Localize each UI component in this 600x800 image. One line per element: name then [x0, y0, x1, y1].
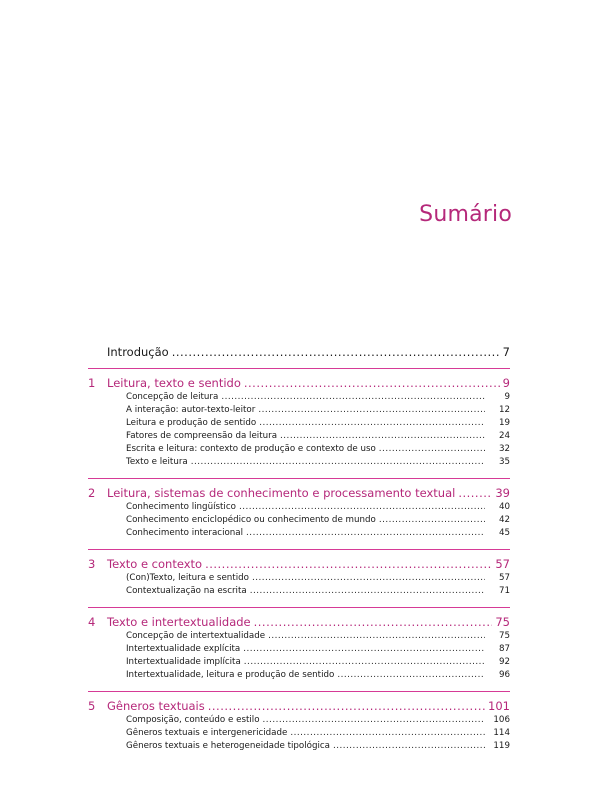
toc-section-entry[interactable]	[126, 644, 510, 657]
toc-chapter-entry[interactable]	[88, 615, 510, 631]
section-page: 35	[498, 457, 510, 467]
section-page: 75	[498, 631, 510, 641]
page-title: Sumário	[419, 202, 512, 227]
toc-section-entry[interactable]	[126, 715, 510, 728]
chapter-number: 1	[88, 376, 96, 390]
toc-section-entry[interactable]	[126, 457, 510, 470]
dot-leader	[458, 486, 492, 500]
chapter-page: 75	[495, 615, 510, 629]
toc-chapter	[88, 607, 510, 688]
dot-leader	[239, 502, 485, 512]
chapter-title: Leitura, sistemas de conhecimento e processamento textual	[107, 486, 456, 500]
dot-leader	[258, 405, 485, 415]
section-page: 114	[493, 728, 510, 738]
section-page: 40	[498, 502, 510, 512]
section-page: 96	[498, 670, 510, 680]
dot-leader	[172, 345, 500, 359]
dot-leader	[221, 392, 485, 402]
section-title: Conhecimento enciclopédico ou conhecimento de mundo	[126, 515, 376, 525]
toc-chapter-entry[interactable]	[88, 699, 510, 715]
dot-leader	[337, 670, 485, 680]
chapter-number: 3	[88, 557, 96, 571]
chapter-page: 57	[495, 557, 510, 571]
section-page: 24	[498, 431, 510, 441]
toc-section-entry[interactable]	[126, 444, 510, 457]
chapter-title: Gêneros textuais	[107, 699, 205, 713]
toc-section-entry[interactable]	[126, 528, 510, 541]
section-list	[88, 573, 510, 604]
dot-leader	[379, 515, 485, 525]
section-page: 92	[498, 657, 510, 667]
toc-intro-label: Introdução	[107, 345, 169, 359]
section-title: Contextualização na escrita	[126, 586, 247, 596]
section-title: Gêneros textuais e heterogeneidade tipológica	[126, 741, 330, 751]
chapter-title: Texto e intertextualidade	[107, 615, 251, 629]
toc-chapter	[88, 478, 510, 546]
chapter-number: 5	[88, 699, 96, 713]
toc-chapter-entry[interactable]	[88, 486, 510, 502]
chapter-number: 2	[88, 486, 96, 500]
section-page: 9	[504, 392, 510, 402]
dot-leader	[208, 699, 485, 713]
section-page: 87	[498, 644, 510, 654]
chapter-page: 39	[495, 486, 510, 500]
section-list	[88, 392, 510, 475]
chapter-list	[88, 368, 510, 759]
chapter-page: 101	[488, 699, 510, 713]
toc-section-entry[interactable]	[126, 670, 510, 683]
toc-section-entry[interactable]	[126, 631, 510, 644]
table-of-contents	[88, 345, 510, 759]
chapter-page: 9	[502, 376, 510, 390]
dot-leader	[246, 528, 485, 538]
section-title: A interação: autor-texto-leitor	[126, 405, 256, 415]
section-page: 42	[498, 515, 510, 525]
toc-chapter	[88, 549, 510, 604]
toc-section-entry[interactable]	[126, 586, 510, 599]
toc-chapter-entry[interactable]	[88, 376, 510, 392]
dot-leader	[252, 573, 485, 583]
dot-leader	[263, 715, 485, 725]
section-page: 119	[493, 741, 510, 751]
chapter-title: Leitura, texto e sentido	[107, 376, 241, 390]
dot-leader	[244, 376, 500, 390]
section-title: Conhecimento lingüístico	[126, 502, 236, 512]
section-title: Intertextualidade explícita	[126, 644, 241, 654]
section-page: 32	[498, 444, 510, 454]
section-page: 106	[493, 715, 510, 725]
dot-leader	[333, 741, 485, 751]
section-page: 71	[498, 586, 510, 596]
toc-section-entry[interactable]	[126, 418, 510, 431]
dot-leader	[250, 586, 485, 596]
dot-leader	[268, 631, 485, 641]
chapter-title: Texto e contexto	[107, 557, 203, 571]
section-title: Conhecimento interacional	[126, 528, 244, 538]
dot-leader	[280, 431, 485, 441]
dot-leader	[254, 615, 493, 629]
section-list	[88, 502, 510, 546]
toc-section-entry[interactable]	[126, 392, 510, 405]
section-page: 45	[498, 528, 510, 538]
toc-chapter	[88, 368, 510, 475]
toc-section-entry[interactable]	[126, 741, 510, 754]
section-title: Intertextualidade, leitura e produção de sentido	[126, 670, 335, 680]
toc-section-entry[interactable]	[126, 502, 510, 515]
dot-leader	[243, 644, 485, 654]
section-page: 57	[498, 573, 510, 583]
section-page: 12	[498, 405, 510, 415]
dot-leader	[244, 657, 485, 667]
section-title: Escrita e leitura: contexto de produção e contexto de uso	[126, 444, 376, 454]
toc-section-entry[interactable]	[126, 573, 510, 586]
section-title: Texto e leitura	[126, 457, 188, 467]
chapter-number: 4	[88, 615, 96, 629]
toc-section-entry[interactable]	[126, 405, 510, 418]
section-title: Leitura e produção de sentido	[126, 418, 257, 428]
toc-chapter	[88, 691, 510, 759]
section-title: Concepção de leitura	[126, 392, 219, 402]
toc-section-entry[interactable]	[126, 728, 510, 741]
dot-leader	[205, 557, 492, 571]
toc-intro-entry[interactable]	[107, 345, 510, 365]
section-title: (Con)Texto, leitura e sentido	[126, 573, 249, 583]
section-title: Gêneros textuais e intergenericidade	[126, 728, 288, 738]
toc-chapter-entry[interactable]	[88, 557, 510, 573]
section-list	[88, 631, 510, 688]
toc-section-entry[interactable]	[126, 657, 510, 670]
dot-leader	[259, 418, 485, 428]
dot-leader	[290, 728, 485, 738]
section-title: Fatores de compreensão da leitura	[126, 431, 278, 441]
section-title: Intertextualidade implícita	[126, 657, 241, 667]
toc-section-entry[interactable]	[126, 515, 510, 528]
dot-leader	[191, 457, 485, 467]
section-list	[88, 715, 510, 759]
section-title: Composição, conteúdo e estilo	[126, 715, 260, 725]
dot-leader	[379, 444, 485, 454]
section-page: 19	[498, 418, 510, 428]
section-title: Concepção de intertextualidade	[126, 631, 266, 641]
toc-section-entry[interactable]	[126, 431, 510, 444]
toc-intro-page: 7	[502, 345, 510, 359]
